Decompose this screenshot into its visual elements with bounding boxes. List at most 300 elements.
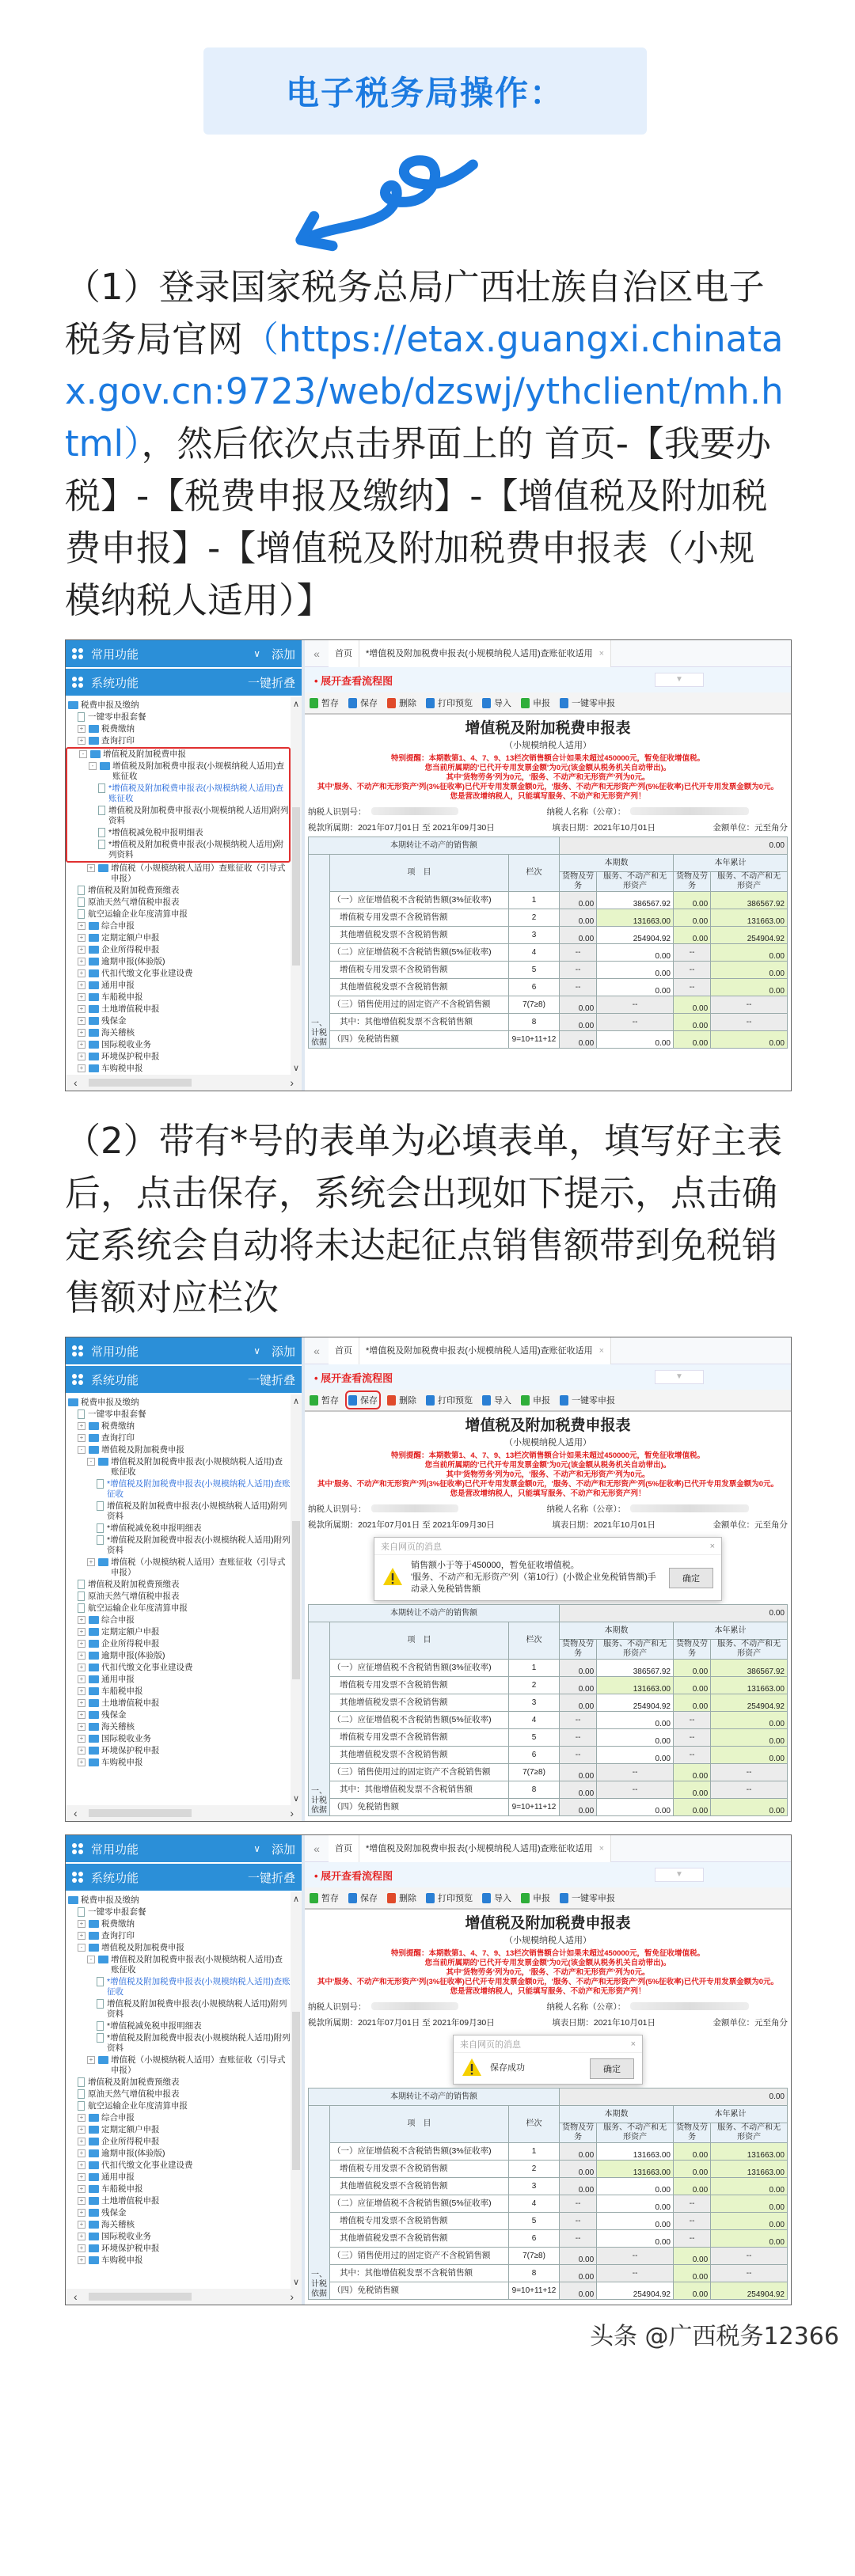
tree-item[interactable]: [66, 2195, 291, 2207]
value-cell[interactable]: 0.00: [597, 1031, 674, 1049]
toolbar-button-3[interactable]: [426, 1394, 473, 1406]
tree-item[interactable]: [66, 2088, 291, 2100]
tree-item[interactable]: [66, 1918, 291, 1930]
value-cell[interactable]: 0.00: [560, 2265, 597, 2282]
scrollbar-thumb[interactable]: [292, 807, 300, 966]
tree-item[interactable]: [66, 2243, 291, 2255]
tree-item[interactable]: [66, 1895, 291, 1906]
horizontal-scrollbar[interactable]: [66, 2289, 302, 2305]
value-cell[interactable]: 0.00: [673, 1014, 710, 1031]
toolbar-button-1[interactable]: [348, 696, 378, 709]
tree-item[interactable]: [66, 968, 291, 980]
chevron-down-icon[interactable]: ∨: [253, 1345, 260, 1356]
scroll-up-icon[interactable]: ∧: [292, 1397, 300, 1406]
dropdown-toggle[interactable]: ▼: [655, 673, 704, 687]
value-cell[interactable]: 0.00: [673, 1781, 710, 1799]
folder-icon: [89, 2161, 99, 2169]
collapse-icon[interactable]: -: [78, 1446, 86, 1454]
tree-item[interactable]: [66, 1015, 291, 1027]
tree-item[interactable]: [66, 920, 291, 932]
scroll-down-icon[interactable]: ∨: [292, 1064, 300, 1073]
value-cell[interactable]: 0.00: [673, 1660, 710, 1677]
value-cell[interactable]: 0.00: [711, 2230, 788, 2248]
tree-item[interactable]: [67, 749, 289, 761]
tree-item[interactable]: [66, 992, 291, 1003]
value-cell[interactable]: 386567.92: [597, 892, 674, 909]
value-cell[interactable]: 0.00: [711, 1799, 788, 1816]
ok-button[interactable]: 确定: [590, 2058, 634, 2079]
vertical-scrollbar[interactable]: [291, 1394, 302, 1805]
toolbar-button-4[interactable]: [482, 1394, 511, 1406]
value-cell[interactable]: 0.00: [597, 2230, 674, 2248]
expand-icon[interactable]: +: [78, 1711, 86, 1719]
expand-icon[interactable]: +: [78, 1758, 86, 1766]
expand-icon[interactable]: +: [78, 1029, 86, 1037]
sidebar-header-action[interactable]: 添加: [271, 1345, 295, 1359]
scroll-right-icon[interactable]: ›: [290, 1076, 294, 1089]
value-cell[interactable]: 0.00: [711, 1747, 788, 1764]
tree-item[interactable]: [66, 2077, 291, 2088]
tree-item[interactable]: [66, 1709, 291, 1721]
value-cell[interactable]: 0.00: [673, 2265, 710, 2282]
expand-icon[interactable]: +: [87, 864, 95, 872]
value-cell[interactable]: 0.00: [560, 909, 597, 927]
toolbar-button-3[interactable]: [426, 1891, 473, 1904]
value-cell[interactable]: 0.00: [673, 2161, 710, 2178]
expand-icon[interactable]: +: [78, 2161, 86, 2169]
expand-icon[interactable]: +: [78, 1041, 86, 1049]
scroll-up-icon[interactable]: ∧: [292, 1895, 300, 1904]
value-cell[interactable]: 0.00: [597, 979, 674, 996]
tree-item[interactable]: [66, 1698, 291, 1709]
tree-item[interactable]: [66, 1626, 291, 1638]
value-cell[interactable]: 0.00: [597, 944, 674, 962]
value-cell[interactable]: 0.00: [673, 909, 710, 927]
expand-icon[interactable]: +: [78, 2149, 86, 2157]
tree-item[interactable]: [66, 1930, 291, 1942]
expand-icon[interactable]: +: [78, 2185, 86, 2193]
value-cell[interactable]: 131663.00: [597, 1677, 674, 1694]
toolbar-button-4[interactable]: [482, 696, 511, 709]
expand-icon[interactable]: +: [78, 1932, 86, 1940]
tree-item[interactable]: [66, 1662, 291, 1674]
tree-item[interactable]: [66, 2124, 291, 2136]
tree-item[interactable]: [66, 1003, 291, 1015]
tree-item[interactable]: [66, 2219, 291, 2231]
toolbar-button-1[interactable]: [348, 1394, 378, 1406]
tab-back-icon[interactable]: «: [314, 1344, 320, 1357]
tree-item[interactable]: [66, 1444, 291, 1456]
tree-item[interactable]: [66, 723, 291, 735]
sidebar-header-system[interactable]: [66, 1366, 302, 1393]
value-cell[interactable]: 254904.92: [711, 927, 788, 944]
expand-icon[interactable]: +: [78, 1735, 86, 1743]
value-cell[interactable]: 131663.00: [597, 2143, 674, 2161]
expand-icon[interactable]: +: [78, 934, 86, 942]
toolbar-button-6[interactable]: [560, 696, 615, 709]
tree-item[interactable]: [66, 1906, 291, 1918]
close-icon[interactable]: ×: [709, 1541, 715, 1551]
chevron-down-icon[interactable]: ∨: [253, 648, 260, 659]
value-cell[interactable]: 0.00: [673, 1764, 710, 1781]
vertical-scrollbar[interactable]: [291, 697, 302, 1075]
collapse-icon[interactable]: -: [87, 1458, 95, 1466]
tree-item[interactable]: [66, 1557, 291, 1579]
value-cell[interactable]: 0.00: [673, 996, 710, 1014]
value-cell[interactable]: 254904.92: [597, 1694, 674, 1712]
scroll-up-icon[interactable]: ∧: [292, 700, 300, 709]
sidebar-header-action[interactable]: 添加: [271, 647, 295, 662]
tree-item[interactable]: [66, 1535, 291, 1557]
toolbar-button-5[interactable]: [521, 1394, 550, 1406]
transfer-value[interactable]: 0.00: [560, 837, 788, 855]
expand-icon[interactable]: +: [78, 2126, 86, 2134]
tree-item[interactable]: [67, 783, 289, 805]
tree-item[interactable]: [66, 700, 291, 711]
toolbar-button-3[interactable]: [426, 696, 473, 709]
etax-link[interactable]: （https://etax.guangxi.chinatax.gov.cn:9723/web/dzswj/ythclient/mh.html）: [65, 318, 784, 465]
value-cell[interactable]: 0.00: [673, 2143, 710, 2161]
expand-icon[interactable]: +: [78, 1699, 86, 1707]
tree-item[interactable]: [66, 897, 291, 909]
value-cell[interactable]: 0.00: [673, 2282, 710, 2300]
sidebar-header-system[interactable]: [66, 669, 302, 696]
scrollbar-thumb[interactable]: [292, 2012, 300, 2170]
tree-item[interactable]: [66, 1603, 291, 1614]
value-cell[interactable]: 0.00: [597, 1729, 674, 1747]
expand-icon[interactable]: +: [78, 958, 86, 966]
value-cell[interactable]: 0.00: [673, 892, 710, 909]
expand-icon[interactable]: +: [78, 993, 86, 1001]
horizontal-scrollbar[interactable]: [66, 1805, 302, 1821]
expand-icon[interactable]: +: [78, 2209, 86, 2217]
expand-icon[interactable]: +: [78, 981, 86, 989]
tree-item[interactable]: [66, 1614, 291, 1626]
value-cell[interactable]: 0.00: [560, 2143, 597, 2161]
tree-item[interactable]: [66, 2231, 291, 2243]
value-cell[interactable]: 131663.00: [711, 2143, 788, 2161]
expand-icon[interactable]: +: [78, 2173, 86, 2181]
tree-item[interactable]: [66, 1998, 291, 2020]
value-cell[interactable]: 0.00: [711, 962, 788, 979]
tree-item[interactable]: [66, 1954, 291, 1976]
expand-icon[interactable]: +: [78, 946, 86, 954]
expand-icon[interactable]: +: [78, 2197, 86, 2205]
tree-item[interactable]: [67, 827, 289, 839]
toolbar-button-4[interactable]: [482, 1891, 511, 1904]
value-cell[interactable]: 0.00: [673, 1677, 710, 1694]
tree-item[interactable]: [66, 2207, 291, 2219]
value-cell[interactable]: 0.00: [711, 1712, 788, 1729]
sidebar-header-action[interactable]: 一键折叠: [247, 1871, 295, 1885]
value-cell[interactable]: 0.00: [560, 1694, 597, 1712]
close-icon[interactable]: ×: [598, 648, 605, 658]
tree-item[interactable]: [66, 1063, 291, 1075]
sidebar-header-common[interactable]: [66, 640, 302, 667]
ok-button[interactable]: 确定: [669, 1568, 713, 1588]
sidebar-header-action[interactable]: 一键折叠: [247, 1373, 295, 1387]
value-cell[interactable]: 0.00: [597, 2178, 674, 2195]
scroll-right-icon[interactable]: ›: [290, 1807, 294, 1819]
tree-item[interactable]: [66, 2136, 291, 2148]
tree-item[interactable]: [66, 1721, 291, 1733]
horizontal-scrollbar[interactable]: [66, 1075, 302, 1091]
toolbar-button-0[interactable]: [310, 1891, 339, 1904]
sidebar-header-common[interactable]: [66, 1337, 302, 1364]
tab-active-form[interactable]: [359, 640, 611, 667]
value-cell[interactable]: 0.00: [560, 892, 597, 909]
value-cell[interactable]: 0.00: [560, 2178, 597, 2195]
value-cell[interactable]: 0.00: [560, 1764, 597, 1781]
expand-icon[interactable]: +: [78, 1920, 86, 1928]
value-cell[interactable]: 254904.92: [597, 927, 674, 944]
toolbar-button-2[interactable]: [387, 1394, 416, 1406]
value-cell[interactable]: 0.00: [711, 1031, 788, 1049]
scroll-left-icon[interactable]: ‹: [74, 2290, 78, 2303]
collapse-icon[interactable]: -: [87, 1956, 95, 1963]
sidebar-header-action[interactable]: 一键折叠: [247, 676, 295, 690]
tree-item[interactable]: [66, 863, 291, 885]
scrollbar-thumb[interactable]: [89, 1809, 192, 1817]
expand-icon[interactable]: +: [78, 1628, 86, 1636]
tree-item[interactable]: [66, 1733, 291, 1745]
chevron-down-icon[interactable]: ∨: [253, 1843, 260, 1854]
tree-item[interactable]: [66, 2112, 291, 2124]
value-cell[interactable]: 0.00: [560, 2282, 597, 2300]
tree-item[interactable]: [66, 2032, 291, 2054]
expand-icon[interactable]: +: [78, 969, 86, 977]
toolbar-button-5[interactable]: [521, 696, 550, 709]
tree-item[interactable]: [66, 1976, 291, 1998]
value-cell[interactable]: 0.00: [560, 927, 597, 944]
expand-icon[interactable]: +: [87, 2056, 95, 2064]
value-cell[interactable]: 0.00: [673, 1694, 710, 1712]
value-cell[interactable]: 131663.00: [711, 2161, 788, 2178]
tree-item[interactable]: [66, 1591, 291, 1603]
transfer-value[interactable]: 0.00: [560, 1605, 788, 1622]
value-cell[interactable]: 0.00: [711, 2178, 788, 2195]
tab-active-form[interactable]: [359, 1337, 611, 1364]
value-cell[interactable]: 0.00: [560, 996, 597, 1014]
value-cell[interactable]: 0.00: [673, 2248, 710, 2265]
scroll-right-icon[interactable]: ›: [290, 2290, 294, 2303]
tree-item[interactable]: [66, 1523, 291, 1535]
scroll-left-icon[interactable]: ‹: [74, 1076, 78, 1089]
expand-icon[interactable]: +: [78, 2244, 86, 2252]
expand-icon[interactable]: +: [78, 1747, 86, 1755]
tab-home[interactable]: 首页: [329, 1337, 359, 1364]
dropdown-toggle[interactable]: ▼: [655, 1868, 704, 1882]
expand-icon[interactable]: +: [78, 922, 86, 930]
vertical-scrollbar[interactable]: [291, 1892, 302, 2289]
transfer-value[interactable]: 0.00: [560, 2088, 788, 2106]
toolbar-button-2[interactable]: [387, 696, 416, 709]
tree-item[interactable]: [66, 711, 291, 723]
value-cell[interactable]: 254904.92: [597, 2282, 674, 2300]
value-cell[interactable]: 254904.92: [711, 2282, 788, 2300]
tree-item[interactable]: [66, 1674, 291, 1686]
expand-icon[interactable]: +: [78, 2221, 86, 2229]
expand-icon[interactable]: +: [78, 1687, 86, 1695]
value-cell[interactable]: 386567.92: [711, 1660, 788, 1677]
tree-item[interactable]: [66, 1456, 291, 1478]
tree-item[interactable]: [67, 839, 289, 861]
scroll-down-icon[interactable]: ∨: [292, 1794, 300, 1804]
toolbar-button-6[interactable]: [560, 1891, 615, 1904]
scrollbar-thumb[interactable]: [292, 1521, 300, 1679]
value-cell[interactable]: 386567.92: [597, 1660, 674, 1677]
expand-icon[interactable]: +: [78, 1723, 86, 1731]
expand-icon[interactable]: +: [78, 2256, 86, 2264]
sidebar-header-system[interactable]: [66, 1864, 302, 1891]
tab-home[interactable]: 首页: [329, 1835, 359, 1862]
expand-icon[interactable]: +: [78, 737, 86, 745]
expand-flowchart-link[interactable]: • 展开查看流程图: [314, 1371, 393, 1384]
value-cell[interactable]: 0.00: [560, 1677, 597, 1694]
value-cell[interactable]: 0.00: [711, 2195, 788, 2213]
value-cell[interactable]: 0.00: [673, 1031, 710, 1049]
expand-icon[interactable]: +: [78, 725, 86, 733]
tree-item[interactable]: [66, 2160, 291, 2172]
value-cell[interactable]: 0.00: [673, 1799, 710, 1816]
scroll-left-icon[interactable]: ‹: [74, 1807, 78, 1819]
tree-item[interactable]: [66, 1686, 291, 1698]
tab-back-icon[interactable]: «: [314, 647, 320, 660]
tree-item[interactable]: [66, 2172, 291, 2183]
tree-item[interactable]: [66, 2020, 291, 2032]
expand-icon[interactable]: +: [78, 2114, 86, 2122]
tree-item[interactable]: [66, 944, 291, 956]
tree-item[interactable]: [66, 1421, 291, 1432]
sidebar-header-common[interactable]: [66, 1835, 302, 1862]
tree-item[interactable]: [66, 1500, 291, 1523]
value-cell[interactable]: 0.00: [597, 1712, 674, 1729]
tree-item[interactable]: [66, 1757, 291, 1769]
collapse-icon[interactable]: -: [89, 762, 97, 770]
value-cell[interactable]: 0.00: [597, 962, 674, 979]
scrollbar-thumb[interactable]: [89, 1079, 192, 1087]
tab-back-icon[interactable]: «: [314, 1842, 320, 1855]
expand-icon[interactable]: +: [78, 1652, 86, 1660]
tree-item[interactable]: [66, 885, 291, 897]
collapse-icon[interactable]: -: [78, 1944, 86, 1952]
tree-item[interactable]: [66, 1638, 291, 1650]
expand-icon[interactable]: +: [78, 2138, 86, 2145]
toolbar-button-0[interactable]: [310, 696, 339, 709]
tab-active-form[interactable]: [359, 1835, 611, 1862]
value-cell[interactable]: 131663.00: [597, 909, 674, 927]
tree-item[interactable]: [66, 1942, 291, 1954]
dropdown-toggle[interactable]: ▼: [655, 1370, 704, 1384]
value-cell[interactable]: 254904.92: [711, 1694, 788, 1712]
value-cell[interactable]: 0.00: [673, 927, 710, 944]
tree-item[interactable]: [67, 761, 289, 783]
close-icon[interactable]: ×: [598, 1345, 605, 1356]
tree-item[interactable]: [66, 1051, 291, 1063]
tree-item[interactable]: [66, 1027, 291, 1039]
sidebar-header-action[interactable]: 添加: [271, 1842, 295, 1857]
close-icon[interactable]: ×: [630, 2039, 636, 2049]
tree-item[interactable]: [66, 1579, 291, 1591]
expand-icon[interactable]: +: [78, 1434, 86, 1442]
value-cell[interactable]: 386567.92: [711, 892, 788, 909]
toolbar-button-1[interactable]: [348, 1891, 378, 1904]
scroll-down-icon[interactable]: ∨: [292, 2278, 300, 2287]
value-cell[interactable]: 131663.00: [597, 2161, 674, 2178]
value-cell[interactable]: 131663.00: [711, 909, 788, 927]
tree-item[interactable]: [66, 909, 291, 920]
expand-icon[interactable]: +: [78, 1640, 86, 1648]
expand-icon[interactable]: +: [87, 1558, 95, 1566]
close-icon[interactable]: ×: [598, 1843, 605, 1853]
collapse-icon[interactable]: -: [79, 750, 87, 758]
toolbar-button-5[interactable]: [521, 1891, 550, 1904]
tree-item[interactable]: [66, 956, 291, 968]
tree-item[interactable]: [66, 2054, 291, 2077]
expand-icon[interactable]: +: [78, 1664, 86, 1671]
tab-home[interactable]: 首页: [329, 640, 359, 667]
tree-item[interactable]: [66, 1478, 291, 1500]
value-cell[interactable]: 0.00: [560, 2161, 597, 2178]
value-cell[interactable]: 0.00: [597, 1747, 674, 1764]
value-cell[interactable]: 0.00: [560, 1660, 597, 1677]
tree-item[interactable]: [66, 2183, 291, 2195]
expand-icon[interactable]: +: [78, 2233, 86, 2240]
value-cell[interactable]: 0.00: [711, 979, 788, 996]
expand-icon[interactable]: +: [78, 1422, 86, 1430]
expand-flowchart-link[interactable]: • 展开查看流程图: [314, 674, 393, 687]
value-cell[interactable]: 0.00: [597, 1799, 674, 1816]
tree-item[interactable]: [66, 735, 291, 747]
value-cell[interactable]: 0.00: [560, 2248, 597, 2265]
expand-icon[interactable]: +: [78, 1017, 86, 1025]
value-cell[interactable]: 0.00: [597, 2213, 674, 2230]
tree-item[interactable]: [67, 805, 289, 827]
expand-icon[interactable]: +: [78, 1616, 86, 1624]
value-cell[interactable]: 0.00: [560, 1799, 597, 1816]
value-cell[interactable]: 0.00: [560, 1014, 597, 1031]
tree-item[interactable]: [66, 1432, 291, 1444]
toolbar-button-2[interactable]: [387, 1891, 416, 1904]
tree-item[interactable]: [66, 1397, 291, 1409]
toolbar-button-6[interactable]: [560, 1394, 615, 1406]
value-cell[interactable]: 0.00: [711, 2213, 788, 2230]
expand-icon[interactable]: +: [78, 1053, 86, 1060]
expand-icon[interactable]: +: [78, 1675, 86, 1683]
tree-item[interactable]: [66, 2255, 291, 2267]
scrollbar-thumb[interactable]: [89, 2293, 192, 2301]
tree-item[interactable]: [66, 1039, 291, 1051]
tree-item[interactable]: [66, 980, 291, 992]
expand-icon[interactable]: +: [78, 1005, 86, 1013]
tree-item[interactable]: [66, 1745, 291, 1757]
value-cell[interactable]: 0.00: [673, 2178, 710, 2195]
expand-icon[interactable]: +: [78, 1064, 86, 1072]
tree-item[interactable]: [66, 1650, 291, 1662]
expand-flowchart-link[interactable]: • 展开查看流程图: [314, 1869, 393, 1882]
tree-item[interactable]: [66, 2100, 291, 2112]
value-cell[interactable]: 0.00: [560, 1031, 597, 1049]
value-cell[interactable]: 0.00: [560, 1781, 597, 1799]
toolbar-button-0[interactable]: [310, 1394, 339, 1406]
value-cell[interactable]: 131663.00: [711, 1677, 788, 1694]
tree-item[interactable]: [66, 2148, 291, 2160]
value-cell[interactable]: 0.00: [597, 2195, 674, 2213]
value-cell[interactable]: 0.00: [711, 1729, 788, 1747]
tree-item[interactable]: [66, 1409, 291, 1421]
value-cell[interactable]: 0.00: [711, 944, 788, 962]
tree-item[interactable]: [66, 932, 291, 944]
